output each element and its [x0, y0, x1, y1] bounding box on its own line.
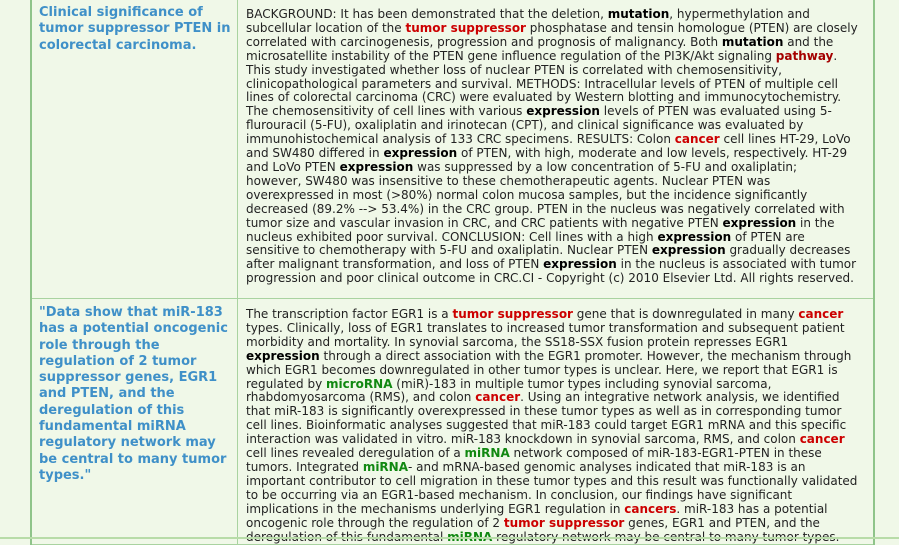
title-cell [31, 0, 238, 299]
abstract-fragment: cell lines HT-29, LoVo [719, 132, 851, 147]
abstract-line [246, 489, 868, 503]
abstract-fragment: in the nucleus is associated with tumor [616, 257, 857, 272]
abstract-fragment: through a direct association with the EGR1 promoter. However, the mechanism through [319, 348, 852, 363]
abstract-line [246, 517, 868, 531]
abstract-fragment: and SW480 differed in [246, 146, 384, 161]
abstract-fragment: tumors. Integrated [246, 459, 363, 474]
abstract-fragment: after malignant transformation, and loss of PTEN [246, 257, 544, 272]
abstract-line [246, 36, 868, 50]
highlighted-keyword[interactable]: expression [722, 215, 797, 230]
highlighted-keyword[interactable]: mutation [721, 34, 784, 49]
abstract-fragment: regulated by [246, 376, 327, 391]
abstract-fragment: in the [796, 215, 835, 230]
abstract-line [246, 461, 868, 475]
abstract-line [246, 364, 868, 378]
abstract-fragment: network composed of miR-183-EGR1-PTEN in these [509, 446, 822, 461]
abstract-fragment: The transcription factor EGR1 is a [246, 307, 453, 321]
abstract-fragment: gene that is downregulated in many [572, 307, 799, 321]
highlighted-keyword[interactable]: microRNA [326, 376, 393, 391]
abstract-fragment: gradually decreases [725, 243, 851, 258]
table-row [31, 299, 874, 545]
highlighted-keyword[interactable]: tumor suppressor [405, 20, 526, 35]
abstract-line [246, 133, 868, 147]
abstract-fragment: cell lines revealed deregulation of a [246, 446, 465, 461]
abstract-fragment: however, SW480 was insensitive to these chemotherapeutic agents. Nuclear PTEN was [246, 173, 771, 188]
abstract-fragment: flurouracil (5-FU), oxaliplatin and irinotecan (CPT), and clinical significance was evaluated by [246, 118, 804, 133]
abstract-line [246, 203, 868, 217]
abstract-fragment: correlated with carcinogenesis, progression and prognosis of malignancy. Both [246, 34, 722, 49]
abstract-fragment: that miR-183 is significantly overexpressed in these tumor types as well as in corresponding tumor [246, 404, 842, 419]
abstract-fragment: immunohistochemical analysis of 133 CRC specimens. RESULTS: Colon [246, 132, 675, 147]
abstract-fragment: of PTEN, with high, moderate and low levels, respectively. HT-29 [457, 146, 848, 161]
abstract-fragment: to be occurring via an EGR1-based mechanism. In conclusion, our findings have significant [246, 487, 793, 502]
abstract-line [246, 217, 868, 231]
abstract-line [246, 405, 868, 419]
abstract-fragment: and LoVo PTEN [246, 159, 340, 174]
highlighted-keyword[interactable]: tumor suppressor [503, 515, 625, 530]
highlighted-keyword[interactable]: expression [657, 229, 732, 244]
highlighted-keyword[interactable]: expression [246, 348, 320, 363]
abstract-line [246, 433, 868, 447]
abstract-fragment: tumor size and vascular invasion in CRC, and CRC patients with negative PTEN [246, 215, 723, 230]
abstract-fragment: morbidity and mortality. In synovial sarcoma, the SS18-SSX fusion protein represses EGR1 [246, 334, 789, 349]
abstract-fragment: microsatellite instability of the PTEN gene influence regulation of the PI3K/Akt signaling [246, 48, 776, 63]
abstract-line [246, 64, 868, 78]
abstract-line [246, 272, 868, 286]
abstract-line [246, 175, 868, 189]
highlighted-keyword[interactable]: miRNA [362, 459, 408, 474]
abstract-fragment: important contributor to cell migration in these tumor types and this result was functionally validated [246, 473, 858, 488]
abstract-fragment: subcellular location of the [246, 20, 406, 35]
abstract-fragment: interaction was validated in vitro. miR-183 knockdown in synovial sarcoma, RMS, and colon [246, 432, 800, 447]
table-row [31, 0, 874, 299]
abstract-fragment: - and mRNA-based genomic analyses indicated that miR-183 is an [408, 459, 806, 474]
abstract-fragment: rhabdomyosarcoma (RMS), and colon [246, 390, 476, 405]
highlighted-keyword[interactable]: cancer [674, 132, 720, 147]
highlighted-keyword[interactable]: expression [339, 159, 414, 174]
article-title[interactable]: Clinical significance of tumor suppressor PTEN in colorectal carcinoma. [39, 5, 231, 53]
abstract-line [246, 475, 868, 489]
abstract-line [246, 336, 868, 350]
highlighted-keyword[interactable]: pathway [775, 48, 834, 63]
abstract-cell [238, 0, 875, 299]
abstract-line [246, 8, 868, 22]
abstract-fragment: nucleus exhibited poor survival. CONCLUSION: Cell lines with a high [246, 229, 658, 244]
abstract-fragment: , hypermethylation and [669, 7, 810, 21]
results-table [30, 0, 875, 545]
highlighted-keyword[interactable]: miRNA [464, 446, 510, 461]
highlighted-keyword[interactable]: expression [383, 146, 458, 161]
abstract-line [246, 189, 868, 203]
abstract-fragment: implications in the mechanisms underlying EGR1 regulation in [246, 501, 625, 516]
abstract-line [246, 50, 868, 64]
highlighted-keyword[interactable]: cancers [624, 501, 677, 516]
abstract-line [246, 161, 868, 175]
abstract-fragment: oncogenic role through the regulation of 2 [246, 515, 504, 530]
abstract-fragment: overexpressed in most (>80%) normal colon mucosa samples, but the incidence significantly [246, 187, 808, 202]
abstract-cell [238, 299, 875, 545]
abstract-fragment: . [833, 48, 838, 63]
abstract-fragment: . Using an integrative network analysis, we identified [520, 390, 840, 405]
abstract-fragment: (miR)-183 in multiple tumor types including synovial sarcoma, [392, 376, 772, 391]
abstract-line [246, 119, 868, 133]
abstract-line [246, 308, 868, 322]
title-cell [31, 299, 238, 545]
abstract-line [246, 419, 868, 433]
highlighted-keyword[interactable]: cancer [798, 307, 844, 321]
abstract-line [246, 391, 868, 405]
abstract-fragment: levels of PTEN was evaluated using 5- [599, 104, 832, 119]
abstract-fragment: BACKGROUND: It has been demonstrated that the deletion, [246, 7, 608, 21]
abstract-line [246, 147, 868, 161]
abstract-line [246, 22, 868, 36]
abstract-fragment: lines of colorectal carcinoma (CRC) were evaluated by Western blotting and immunocytochemistry. [246, 90, 842, 105]
abstract-fragment: sensitive to chemotherapy with 5-FU and oxaliplatin. Nuclear PTEN [246, 243, 652, 258]
highlighted-keyword[interactable]: tumor suppressor [452, 307, 573, 321]
abstract-line [246, 447, 868, 461]
abstract-line [246, 503, 868, 517]
abstract-fragment: clinicopathological parameters and survival. METHODS: Intracellular levels of PTEN of multiple cell [246, 76, 838, 91]
highlighted-keyword[interactable]: mutation [607, 7, 670, 21]
abstract-line [246, 231, 868, 245]
abstract-line [246, 244, 868, 258]
abstract-fragment: The chemosensitivity of cell lines with various [246, 104, 527, 119]
abstract-fragment: which EGR1 becomes downregulated in other tumor types is unclear. Here, we report that EGR1 is [246, 362, 838, 377]
article-title[interactable]: "Data show that miR-183 has a potential oncogenic role through the regulation of 2 tumor suppressor genes, EGR1 and PTEN, and the deregulation of this fundamental miRNA regulatory network may be central to many tumor types." [39, 305, 228, 483]
abstract-line [246, 378, 868, 392]
abstract-line [246, 322, 868, 336]
abstract-text [246, 8, 868, 286]
highlighted-keyword[interactable]: expression [526, 104, 600, 119]
abstract-fragment: genes, EGR1 and PTEN, and the [624, 515, 820, 530]
abstract-line [246, 78, 868, 92]
abstract-line [246, 258, 868, 272]
abstract-fragment: cell lines. Bioinformatic analyses suggested that miR-183 could target EGR1 mRNA and this specific [246, 418, 847, 433]
abstract-fragment: . miR-183 has a potential [676, 501, 828, 516]
abstract-fragment: and the [783, 34, 834, 49]
abstract-fragment: of PTEN are [731, 229, 805, 244]
highlighted-keyword[interactable]: cancer [475, 390, 521, 405]
abstract-fragment: was suppressed by a low concentration of 5-FU and oxaliplatin; [413, 159, 798, 174]
highlighted-keyword[interactable]: cancer [799, 432, 845, 447]
abstract-fragment: phosphatase and tensin homologue (PTEN) are closely [525, 20, 858, 35]
abstract-text [246, 308, 868, 544]
abstract-fragment: progression and poor clinical outcome in CRC.CI - Copyright (c) 2010 Elsevier Ltd. All rights reserved. [246, 271, 854, 286]
highlighted-keyword[interactable]: expression [651, 243, 726, 258]
abstract-fragment: types. Clinically, loss of EGR1 translates to increased tumor transformation and subsequent patient [246, 320, 845, 335]
abstract-fragment: decreased (89.2% --> 53.4%) in the CRC group. PTEN in the nucleus was negatively correlated with [246, 201, 845, 216]
abstract-fragment: This study investigated whether loss of nuclear PTEN is correlated with chemosensitivity, [246, 62, 782, 77]
abstract-line [246, 91, 868, 105]
highlighted-keyword[interactable]: expression [543, 257, 617, 272]
abstract-line [246, 350, 868, 364]
abstract-line [246, 105, 868, 119]
